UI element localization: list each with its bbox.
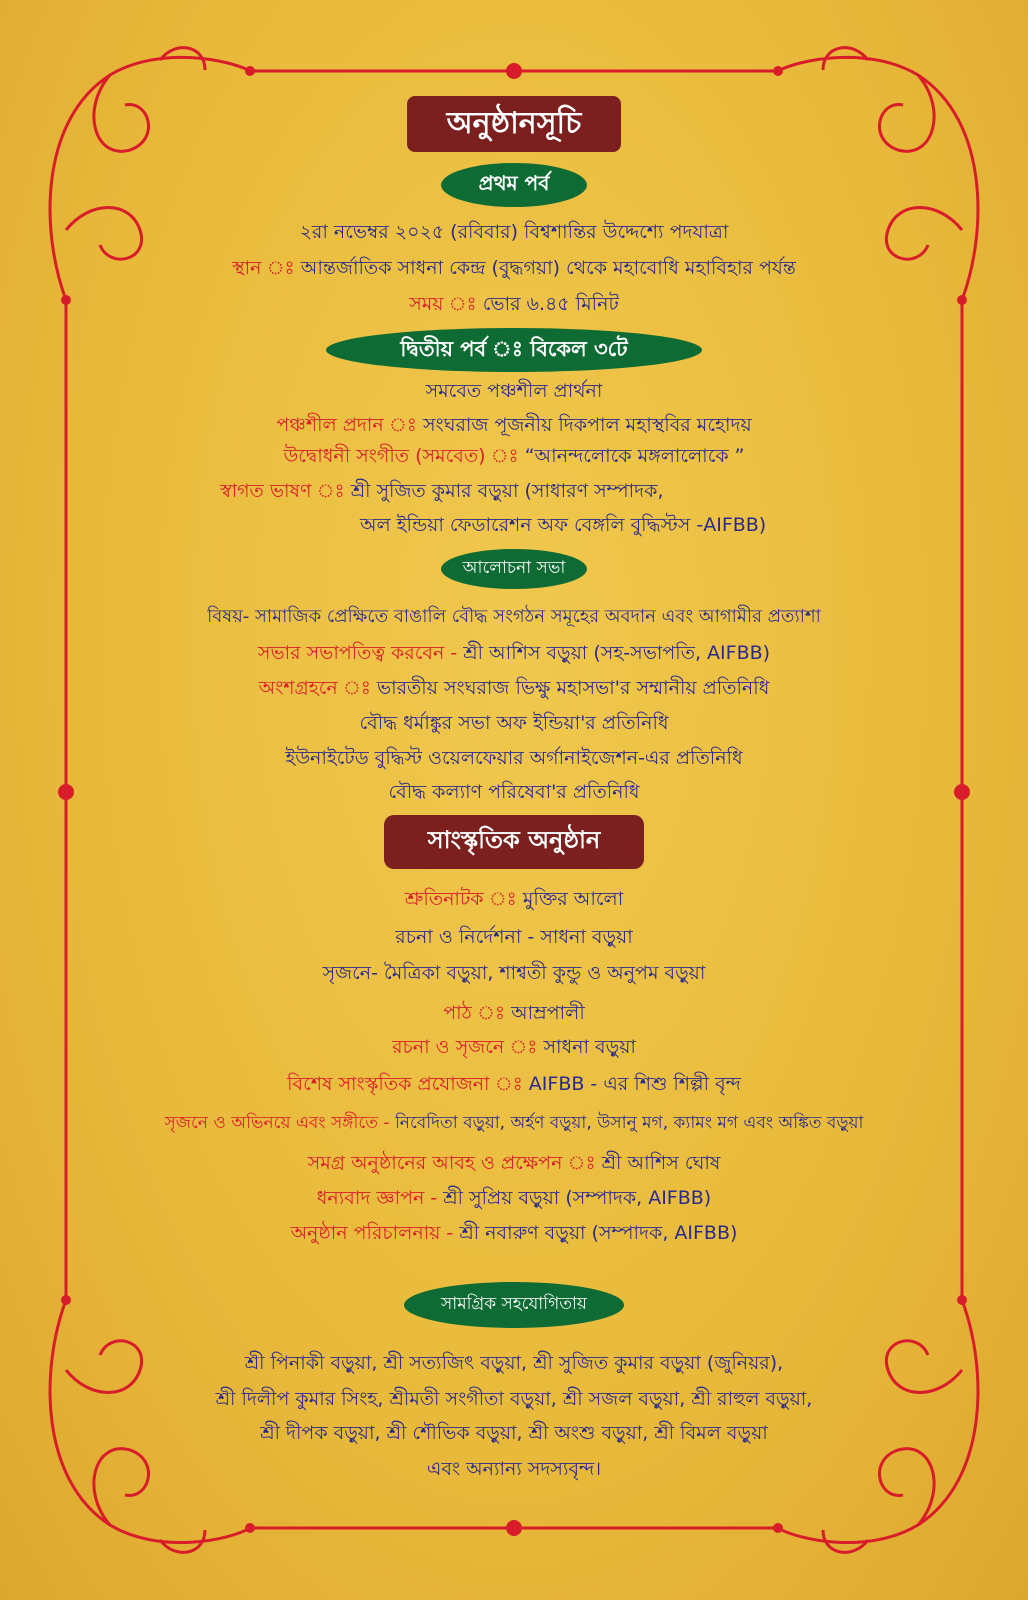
part1-time: [60, 291, 968, 317]
part2-badge: [326, 328, 702, 372]
part2-song: উদ্বোধনী সংগীত (সমবেত) ঃ “আনন্দলোকে মঙ্গলালোকে ”: [283, 445, 745, 467]
cultural-narration: সমগ্র অনুষ্ঠানের আবহ ও প্রক্ষেপন ঃ শ্রী আশিস ঘোষ: [307, 1152, 721, 1174]
title-badge: [407, 96, 621, 152]
part2-welcome-org: অল ইন্ডিয়া ফেডারেশন অফ বেঙ্গলি বুদ্ধিস্টস -AIFBB): [360, 514, 767, 536]
part1-badge: [441, 163, 587, 207]
discussion-topic: বিষয়- সামাজিক প্রেক্ষিতে বাঙালি বৌদ্ধ সংগঠন সমূহের অবদান এবং আগামীর প্রত্যাশা: [207, 606, 821, 627]
cultural-host: অনুষ্ঠান পরিচালনায় - শ্রী নবারুণ বড়ুয়া (সম্পাদক, AIFBB): [290, 1222, 738, 1244]
cultural-recital-by: রচনা ও সৃজনে ঃ সাধনা বড়ুয়া: [392, 1036, 636, 1058]
discussion-chair: সভার সভাপতিত্ব করবেন - শ্রী আশিস বড়ুয়া (সহ-সভাপতি, AIFBB): [257, 642, 771, 664]
cooperation-line-3: শ্রী দীপক বড়ুয়া, শ্রী শৌভিক বড়ুয়া, শ্রী অংশু বড়ুয়া, শ্রী বিমল বড়ুয়া: [260, 1422, 768, 1444]
cultural-performers: সৃজনে ও অভিনয়ে এবং সঙ্গীতে - নিবেদিতা বড়ুয়া, অর্হণ বড়ুয়া, উসানু মগ, ক্যামং মগ এবং অঙ্কিত বড়ুয়া: [164, 1113, 864, 1133]
discussion-badge: [441, 549, 587, 589]
cultural-drama: শ্রুতিনাটক ঃ মুক্তির আলো: [404, 888, 624, 910]
cultural-recital: পাঠ ঃ আম্রপালী: [443, 1002, 585, 1024]
cooperation-badge: [404, 1282, 624, 1328]
part1-title: প্রথম পর্ব: [478, 170, 550, 195]
time-value: ভোর ৬.৪৫ মিনিট: [482, 293, 619, 315]
part2-welcome: স্বাগত ভাষণ ঃ শ্রী সুজিত কুমার বড়ুয়া (সাধারণ সম্পাদক,: [220, 480, 664, 502]
part2-title: দ্বিতীয় পর্ব ঃ বিকেল ৩টে: [400, 336, 628, 361]
cultural-thanks: ধন্যবাদ জ্ঞাপন - শ্রী সুপ্রিয় বড়ুয়া (সম্পাদক, AIFBB): [316, 1187, 712, 1209]
part2-panchasheel: পঞ্চশীল প্রদান ঃ সংঘরাজ পূজনীয় দিকপাল মহাস্থবির মহোদয়: [276, 414, 752, 436]
discussion-title: আলোচনা সভা: [462, 558, 566, 578]
cultural-badge: [384, 815, 644, 869]
cultural-direction: রচনা ও নির্দেশনা - সাধনা বড়ুয়া: [395, 926, 633, 948]
part1-procession: ২রা নভেম্বর ২০২৫ (রবিবার) বিশ্বশান্তির উদ্দেশ্যে পদযাত্রা: [299, 221, 729, 243]
venue-label: স্থান ঃ: [232, 257, 295, 279]
cooperation-line-2: শ্রী দিলীপ কুমার সিংহ, শ্রীমতী সংগীতা বড়ুয়া, শ্রী সজল বড়ুয়া, শ্রী রাহুল বড়ুয়া,: [215, 1388, 813, 1410]
cooperation-line-1: শ্রী পিনাকী বড়ুয়া, শ্রী সত্যজিৎ বড়ুয়া, শ্রী সুজিত কুমার বড়ুয়া (জুনিয়র),: [244, 1352, 784, 1374]
cultural-special: বিশেষ সাংস্কৃতিক প্রযোজনা ঃ AIFBB - এর শিশু শিল্পী বৃন্দ: [287, 1073, 741, 1095]
cultural-creation: সৃজনে- মৈত্রিকা বড়ুয়া, শাশ্বতী কুন্ডু ও অনুপম বড়ুয়া: [322, 962, 706, 984]
discussion-participant-2: বৌদ্ধ ধর্মাঙ্কুর সভা অফ ইন্ডিয়া'র প্রতিনিধি: [359, 712, 669, 734]
cooperation-title: সামগ্রিক সহযোগিতায়: [441, 1294, 587, 1314]
venue-value: আন্তর্জাতিক সাধনা কেন্দ্র (বুদ্ধগয়া) থেকে মহাবোধি মহাবিহার পর্যন্ত: [300, 257, 796, 279]
discussion-participant-3: ইউনাইটেড বুদ্ধিস্ট ওয়েলফেয়ার অর্গানাইজেশন-এর প্রতিনিধি: [285, 747, 743, 769]
part1-venue: [60, 255, 968, 281]
part2-prayer: সমবেত পঞ্চশীল প্রার্থনা: [425, 380, 603, 402]
page-title: অনুষ্ঠানসূচি: [446, 105, 582, 141]
cultural-title: সাংস্কৃতিক অনুষ্ঠান: [427, 826, 601, 854]
time-label: সময় ঃ: [409, 293, 477, 315]
discussion-participants: অংশগ্রহনে ঃ ভারতীয় সংঘরাজ ভিক্ষু মহাসভা'র সম্মানীয় প্রতিনিধি: [258, 677, 770, 699]
discussion-participant-4: বৌদ্ধ কল্যাণ পরিষেবা'র প্রতিনিধি: [388, 781, 640, 803]
cooperation-line-4: এবং অন্যান্য সদস্যবৃন্দ।: [426, 1458, 602, 1480]
